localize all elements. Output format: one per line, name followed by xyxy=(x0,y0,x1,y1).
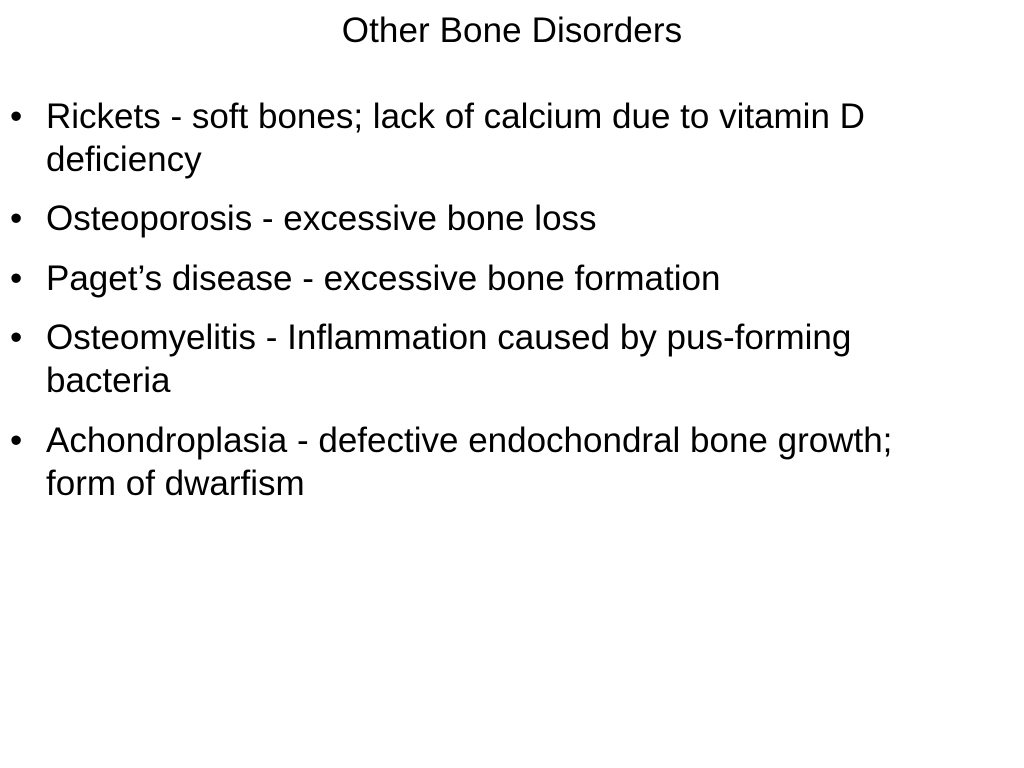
list-item-text: Rickets - soft bones; lack of calcium due to vitamin D deficiency xyxy=(46,96,865,179)
list-item xyxy=(0,197,1024,240)
bullet-point-icon: • xyxy=(10,420,23,460)
bullet-point-icon: • xyxy=(10,96,23,136)
list-item xyxy=(0,95,1024,182)
list-item-text: Achondroplasia - defective endochondral bone growth; form of dwarfism xyxy=(46,420,893,504)
bullet-point-icon: • xyxy=(10,318,23,358)
bullet-list xyxy=(0,95,1024,506)
list-item-text: Osteomyelitis - Inflammation caused by pus-forming bacteria xyxy=(46,318,852,401)
bullet-point-icon: • xyxy=(10,258,23,298)
list-item-text: Paget’s disease - excessive bone formation xyxy=(46,258,721,298)
list-item xyxy=(0,419,1024,506)
page-title: Other Bone Disorders xyxy=(341,11,683,50)
list-item xyxy=(0,316,1024,403)
bullet-point-icon: • xyxy=(10,199,23,239)
list-item-text: Osteoporosis - excessive bone loss xyxy=(46,199,597,239)
list-item xyxy=(0,257,1024,300)
